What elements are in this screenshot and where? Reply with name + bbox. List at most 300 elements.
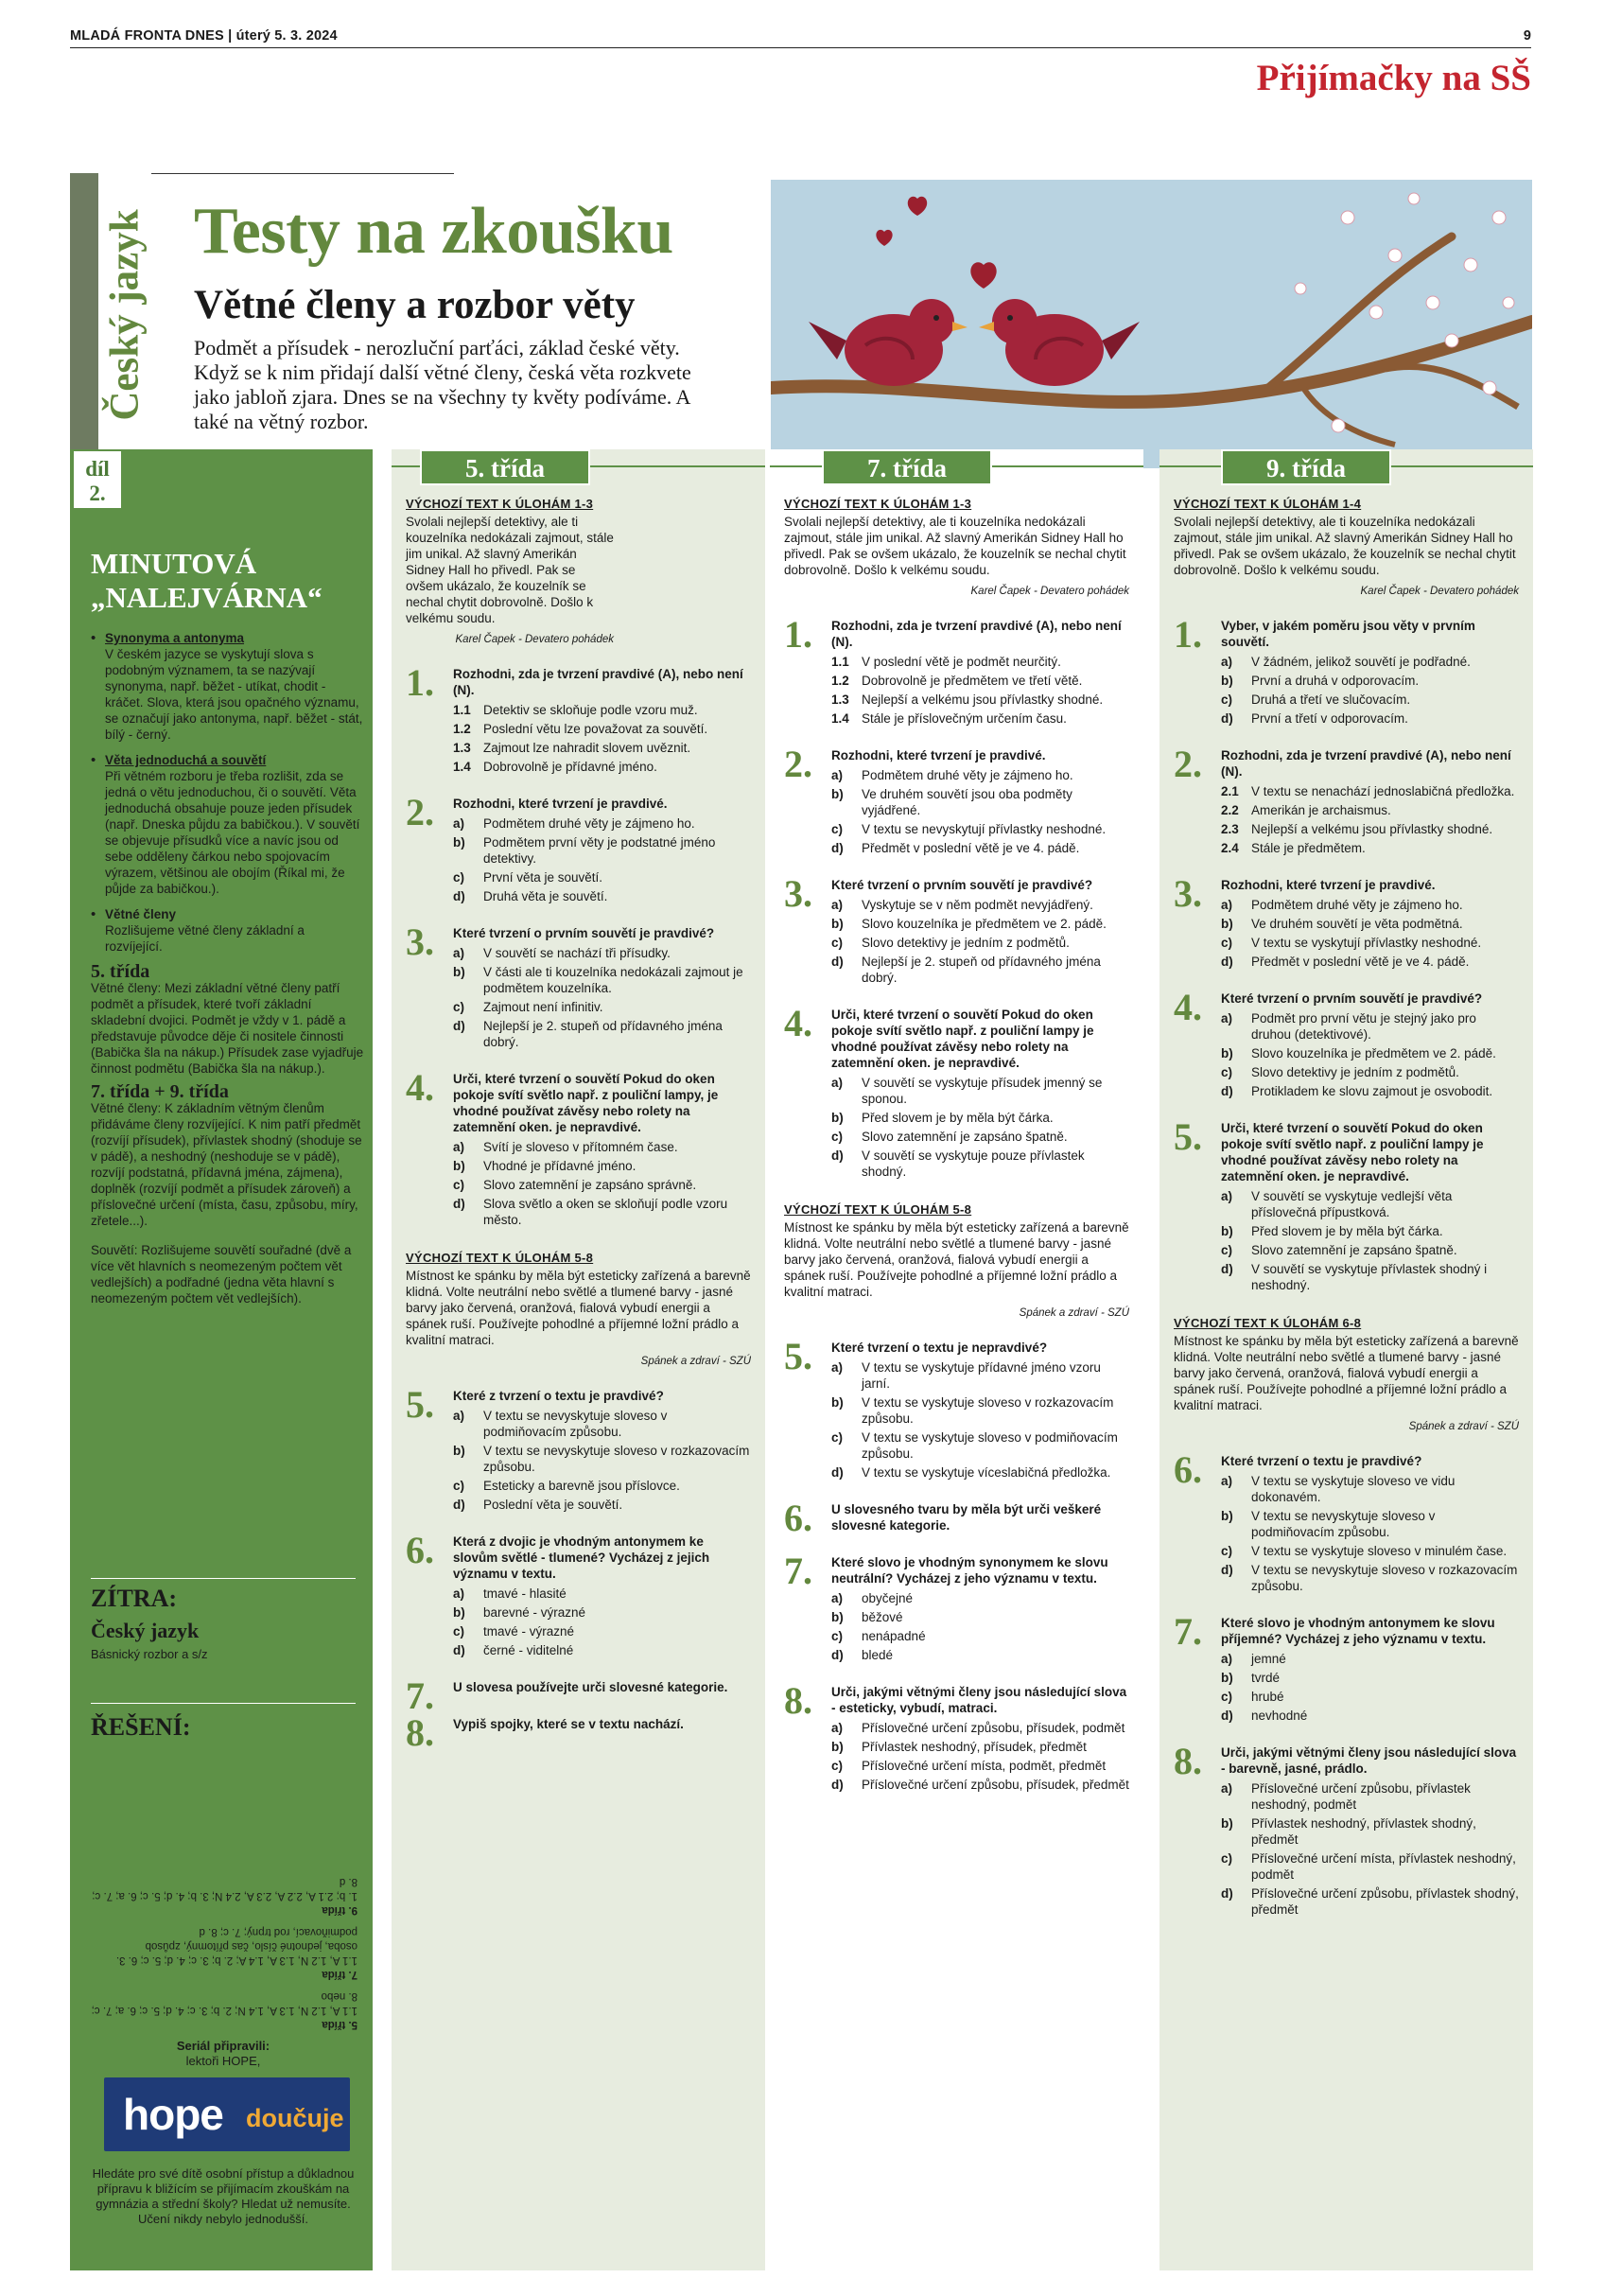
answer-option[interactable] <box>831 654 1129 670</box>
option-text: V textu se nevyskytuje sloveso v rozkazovacím způsobu. <box>1251 1563 1518 1593</box>
option-text: Podmět pro první větu je stejný jako pro druhou (detektivové). <box>1251 1011 1476 1042</box>
option-letter: d) <box>1221 1262 1233 1276</box>
answer-option[interactable] <box>453 1196 751 1228</box>
answer-option[interactable] <box>1221 1780 1519 1813</box>
option-text: Slovo detektivy je jedním z podmětů. <box>862 936 1070 950</box>
task-item <box>1174 613 1519 727</box>
task-number: 1. <box>784 613 812 656</box>
source-text: Svolali nejlepší detektivy, ale ti kouzelníka nedokázali zajmout, stále jim unikal. Až slavný Amerikán Sidney Hall ho přivedl. Pak se ovšem ukázalo, že kouzelník se nechal chytit dobrovolně. Došlo k velkému soudu. <box>784 515 1126 577</box>
task-item <box>406 1383 751 1513</box>
answer-option[interactable] <box>1221 954 1519 970</box>
option-text: Přívlastek neshodný, přísudek, předmět <box>862 1740 1087 1754</box>
source-text: Svolali nejlepší detektivy, ale ti kouzelníka nedokázali zajmout, stále jim unikal. Až slavný Amerikán Sidney Hall ho přivedl. Pak se ovšem ukázalo, že kouzelník se nechal chytit dobrovolně. Došlo k velkému soudu. <box>1174 515 1516 577</box>
task-list <box>1174 613 1519 1293</box>
answer-option[interactable] <box>831 1609 1129 1625</box>
source-text: Místnost ke spánku by měla být esteticky zařízená a barevně klidná. Volte neutrální nebo světlé a tlumené barvy - jasné barvy jako červená, oranžová, fialová vybudí energii a spánek ruší. Používejte pohodlné a příjemné ložní prádlo a kvalitní matraci. <box>784 1220 1129 1299</box>
answer-option[interactable] <box>831 897 1129 913</box>
option-text: Příslovečné určení způsobu, přívlastek neshodný, podmět <box>1251 1781 1471 1812</box>
bullet-text: Rozlišujeme větné členy základní a rozvíjející. <box>105 923 305 954</box>
option-letter: d) <box>1221 1886 1233 1901</box>
option-letter: c) <box>1221 1690 1233 1704</box>
option-letter: b) <box>831 1395 844 1410</box>
option-text: V textu se nevyskytují přívlastky neshodné. <box>862 822 1107 836</box>
page-number: 9 <box>1523 28 1531 44</box>
option-letter: b) <box>1221 1509 1233 1523</box>
option-text: V textu se nevyskytuje sloveso v podmiňovacím způsobu. <box>1251 1509 1436 1539</box>
answer-option[interactable] <box>453 702 751 718</box>
answer-option[interactable] <box>453 1177 751 1193</box>
option-text: Ve druhém souvětí jsou oba podměty vyjádřené. <box>862 787 1072 817</box>
option-letter: 1.3 <box>831 692 849 707</box>
option-letter: d) <box>831 1778 844 1792</box>
option-text: barevné - výrazné <box>483 1605 586 1620</box>
option-text: Nejlepší a velkému jsou přívlastky shodné. <box>1251 822 1493 836</box>
option-text: Stále je příslovečným určením času. <box>862 711 1067 726</box>
task-number: 6. <box>784 1497 812 1539</box>
page-subtitle: Větné členy a rozbor věty <box>194 283 636 327</box>
birds-illustration <box>771 180 1532 468</box>
option-letter: a) <box>1221 1781 1233 1796</box>
answer-option[interactable] <box>831 840 1129 856</box>
answer-option[interactable] <box>831 954 1129 986</box>
task-number: 1. <box>406 661 434 704</box>
answer-option[interactable] <box>831 1777 1129 1793</box>
answer-option[interactable] <box>1221 1508 1519 1540</box>
answer-option[interactable] <box>453 1497 751 1513</box>
option-text: Poslední větu lze považovat za souvětí. <box>483 722 708 736</box>
task-question: Rozhodni, které tvrzení je pravdivé. <box>1221 878 1436 892</box>
sidebar-bullet-list <box>91 630 365 955</box>
answer-option[interactable] <box>453 759 751 775</box>
hope-logo-word: hope <box>123 2090 223 2139</box>
answer-option[interactable] <box>453 815 751 832</box>
task-number: 4. <box>1174 986 1202 1028</box>
task-item <box>784 1550 1129 1663</box>
option-letter: b) <box>831 917 844 931</box>
option-text: Příslovečné určení místa, přívlastek neshodný, podmět <box>1251 1851 1516 1882</box>
option-letter: d) <box>1221 1084 1233 1098</box>
column-grade-5 <box>392 449 765 2270</box>
option-letter: c) <box>453 870 465 885</box>
answer-option[interactable] <box>1221 654 1519 670</box>
task-question: Rozhodni, zda je tvrzení pravdivé (A), nebo není (N). <box>1221 748 1511 779</box>
task-options <box>1221 1188 1519 1293</box>
grade5-heading: 5. třída <box>91 961 150 982</box>
option-text: nevhodné <box>1251 1709 1308 1723</box>
answer-option[interactable] <box>1221 1885 1519 1918</box>
task-list <box>406 1383 751 1754</box>
answer-option[interactable] <box>453 1586 751 1602</box>
page-title: Testy na zkoušku <box>194 195 673 268</box>
option-text: Předmět v poslední větě je ve 4. pádě. <box>862 841 1080 855</box>
option-letter: b) <box>831 1610 844 1624</box>
option-letter: a) <box>1221 655 1233 669</box>
answer-option[interactable] <box>1221 692 1519 708</box>
option-text: Svítí je sloveso v přítomném čase. <box>483 1140 678 1154</box>
answer-option[interactable] <box>453 1623 751 1639</box>
answer-option[interactable] <box>453 888 751 904</box>
answer-option[interactable] <box>453 1642 751 1658</box>
option-letter: a) <box>453 1140 465 1154</box>
answer-option[interactable] <box>831 935 1129 951</box>
answers-9-heading: 9. třída <box>322 1904 357 1916</box>
option-text: Podmětem druhé věty je zájmeno ho. <box>862 768 1073 782</box>
option-text: Slovo kouzelníka je předmětem ve 2. pádě. <box>862 917 1107 931</box>
answer-option[interactable] <box>831 1110 1129 1126</box>
task-item <box>406 1674 751 1717</box>
answer-option[interactable] <box>1221 1651 1519 1667</box>
answers-box <box>91 1703 356 1742</box>
task-question: Vypiš spojky, které se v textu nachází. <box>453 1717 684 1731</box>
option-letter: c) <box>831 1130 844 1144</box>
option-text: Druhá věta je souvětí. <box>483 889 608 903</box>
option-text: Druhá a třetí ve slučovacím. <box>1251 692 1411 707</box>
task-question: Které tvrzení o textu je pravdivé? <box>1221 1454 1422 1468</box>
option-letter: c) <box>831 822 844 836</box>
answer-option[interactable] <box>453 1604 751 1621</box>
part-word: díl <box>85 457 110 481</box>
column-tab: 9. třída <box>1221 449 1391 485</box>
task-item <box>784 1497 1129 1539</box>
answer-option[interactable] <box>453 1408 751 1440</box>
answer-option[interactable] <box>1221 1261 1519 1293</box>
answer-option[interactable] <box>1221 1242 1519 1258</box>
option-text: Před slovem je by měla být čárka. <box>862 1111 1054 1125</box>
answer-option[interactable] <box>1221 1815 1519 1848</box>
task-options <box>1221 783 1519 856</box>
answer-option[interactable] <box>831 1720 1129 1736</box>
answer-option[interactable] <box>1221 1473 1519 1505</box>
credits-line: Seriál připravili: <box>176 2039 270 2053</box>
answer-option[interactable] <box>453 740 751 756</box>
header-rule <box>151 173 454 174</box>
option-letter: a) <box>831 1591 844 1605</box>
task-number: 4. <box>784 1002 812 1044</box>
divider <box>91 1578 356 1579</box>
option-letter: 1.3 <box>453 741 471 755</box>
option-letter: c) <box>453 1624 465 1639</box>
column-grade-7 <box>770 449 1143 2270</box>
task-list <box>1174 1448 1519 1918</box>
task-question: Které z tvrzení o textu je pravdivé? <box>453 1389 664 1403</box>
task-question: U slovesa používejte urči slovesné kategorie. <box>453 1680 728 1694</box>
masthead-rule <box>70 47 1531 48</box>
option-letter: b) <box>1221 1671 1233 1685</box>
option-text: V textu se vyskytuje sloveso v podmiňovacím způsobu. <box>862 1430 1118 1461</box>
option-letter: d) <box>453 1643 465 1657</box>
answer-option[interactable] <box>831 1628 1129 1644</box>
answer-option[interactable] <box>831 767 1129 783</box>
option-letter: 2.3 <box>1221 822 1239 836</box>
option-text: bledé <box>862 1648 894 1662</box>
answer-option[interactable] <box>1221 1010 1519 1043</box>
option-text: Slovo zatemnění je zapsáno správně. <box>483 1178 697 1192</box>
option-text: V textu se vyskytuje sloveso ve vidu dokonavém. <box>1251 1474 1456 1504</box>
source-citation: Spánek a zdraví - SZÚ <box>640 1356 751 1367</box>
task-options <box>453 702 751 775</box>
answer-option[interactable] <box>1221 1850 1519 1883</box>
grade79-heading: 7. třída + 9. třída <box>91 1081 229 1102</box>
answer-option[interactable] <box>831 710 1129 727</box>
option-letter: b) <box>831 1111 844 1125</box>
answer-option[interactable] <box>831 916 1129 932</box>
task-options <box>1221 1010 1519 1099</box>
option-text: Nejlepší je 2. stupeň od přídavného jména dobrý. <box>862 955 1101 985</box>
option-letter: c) <box>831 1759 844 1773</box>
option-letter: 1.1 <box>453 703 471 717</box>
option-text: V souvětí se vyskytuje přísudek jmenný se sponou. <box>862 1076 1103 1106</box>
option-letter: 2.1 <box>1221 784 1239 798</box>
task-item <box>406 920 751 1050</box>
option-text: V textu se vyskytuje přídavné jméno vzoru jarní. <box>862 1360 1101 1391</box>
task-question: Rozhodni, zda je tvrzení pravdivé (A), nebo není (N). <box>831 619 1122 649</box>
answer-option[interactable] <box>1221 1223 1519 1239</box>
task-item <box>1174 1740 1519 1918</box>
answer-option[interactable] <box>1221 673 1519 689</box>
task-item <box>784 1002 1129 1180</box>
option-letter: d) <box>453 1498 465 1512</box>
bullet-vetne-cleny <box>91 906 365 955</box>
option-text: Nejlepší a velkému jsou přívlastky shodné. <box>862 692 1104 707</box>
answer-option[interactable] <box>1221 783 1519 799</box>
answer-option[interactable] <box>831 1758 1129 1774</box>
answer-option[interactable] <box>831 1590 1129 1606</box>
task-question: Které tvrzení o prvním souvětí je pravdivé? <box>831 878 1093 892</box>
answer-option[interactable] <box>1221 1064 1519 1080</box>
option-text: Příslovečné určení místa, podmět, předmět <box>862 1759 1107 1773</box>
answer-option[interactable] <box>453 999 751 1015</box>
answer-option[interactable] <box>1221 1188 1519 1220</box>
option-letter: c) <box>453 1178 465 1192</box>
option-letter: b) <box>1221 917 1233 931</box>
divider <box>91 1703 356 1704</box>
option-text: V souvětí se nachází tři přísudky. <box>483 946 671 960</box>
option-text: Amerikán je archaismus. <box>1251 803 1391 817</box>
task-number: 2. <box>406 791 434 833</box>
task-item <box>784 613 1129 727</box>
option-text: Zajmout lze nahradit slovem uvěznit. <box>483 741 691 755</box>
answers-title: ŘEŠENÍ: <box>91 1713 191 1741</box>
option-letter: 1.2 <box>453 722 471 736</box>
option-text: První a druhá v odporovacím. <box>1251 674 1420 688</box>
option-letter: d) <box>453 1197 465 1211</box>
sidebar-title <box>91 547 323 615</box>
answer-option[interactable] <box>831 1429 1129 1462</box>
task-options <box>831 1359 1129 1481</box>
answer-option[interactable] <box>1221 821 1519 837</box>
option-text: tmavé - hlasité <box>483 1586 567 1601</box>
option-letter: a) <box>831 1360 844 1375</box>
answer-option[interactable] <box>1221 1689 1519 1705</box>
task-options <box>831 767 1129 856</box>
answer-option[interactable] <box>831 1739 1129 1755</box>
task-item <box>1174 986 1519 1099</box>
task-question: Rozhodni, které tvrzení je pravdivé. <box>453 797 668 811</box>
task-number: 7. <box>406 1674 434 1717</box>
option-letter: c) <box>831 936 844 950</box>
answer-option[interactable] <box>1221 802 1519 818</box>
option-text: Slova světlo a oken se skloňují podle vzoru město. <box>483 1197 728 1227</box>
option-letter: 1.4 <box>831 711 849 726</box>
answer-option[interactable] <box>831 786 1129 818</box>
credits-line: lektoři HOPE, <box>185 2054 261 2068</box>
task-item <box>1174 1610 1519 1724</box>
answer-option[interactable] <box>453 869 751 885</box>
subject-tab <box>70 173 150 457</box>
option-text: Slovo zatemnění je zapsáno špatně. <box>862 1130 1068 1144</box>
option-text: Předmět v poslední větě je ve 4. pádě. <box>1251 955 1470 969</box>
answers-upside-down <box>91 1752 357 2031</box>
answer-option[interactable] <box>453 1139 751 1155</box>
option-letter: b) <box>453 1444 465 1458</box>
option-text: běžové <box>862 1610 903 1624</box>
task-question: Které slovo je vhodným antonymem ke slovu příjemné? Vycházej z jeho významu v textu. <box>1221 1616 1495 1646</box>
answer-option[interactable] <box>831 1464 1129 1481</box>
task-list <box>784 613 1129 1180</box>
answer-option[interactable] <box>1221 1670 1519 1686</box>
column-body <box>1174 497 1519 1920</box>
task-question: Které tvrzení o prvním souvětí je pravdivé? <box>1221 991 1483 1006</box>
answer-option[interactable] <box>1221 916 1519 932</box>
sidebar-title-line1: MINUTOVÁ <box>91 547 257 580</box>
bullet-text: V českém jazyce se vyskytují slova s podobným významem, ta se nazývají synonyma, např. běžet - utíkat, chodit - kráčet. Slova, která jsou opačného významu, se označují jako antonyma, např. běžet - stát, bílý - černý. <box>105 647 363 742</box>
task-question: Které tvrzení o prvním souvětí je pravdivé? <box>453 926 715 940</box>
answer-option[interactable] <box>1221 840 1519 856</box>
option-letter: c) <box>453 1000 465 1014</box>
answer-option[interactable] <box>831 1148 1129 1180</box>
source-citation: Karel Čapek - Devatero pohádek <box>970 586 1129 597</box>
task-item <box>406 791 751 904</box>
tomorrow-box <box>91 1578 356 1661</box>
answer-option[interactable] <box>1221 1543 1519 1559</box>
option-text: V části ale ti kouzelníka nedokázali zajmout je podmětem kouzelníka. <box>483 965 743 995</box>
option-text: Příslovečné určení způsobu, přívlastek shodný, předmět <box>1251 1886 1519 1917</box>
tomorrow-topic: Básnický rozbor a s/z <box>91 1647 208 1661</box>
option-letter: a) <box>453 816 465 831</box>
option-letter: b) <box>453 1159 465 1173</box>
option-text: Přívlastek neshodný, přívlastek shodný, předmět <box>1251 1816 1476 1847</box>
task-number: 4. <box>406 1066 434 1109</box>
source-text-heading: VÝCHOZÍ TEXT K ÚLOHÁM 5-8 <box>406 1251 594 1265</box>
answer-option[interactable] <box>453 945 751 961</box>
answer-option[interactable] <box>831 821 1129 837</box>
bullet-veta <box>91 752 365 897</box>
option-text: V textu se vyskytuje sloveso v rozkazovacím způsobu. <box>862 1395 1114 1426</box>
answer-option[interactable] <box>831 692 1129 708</box>
part-number <box>74 451 121 508</box>
task-question: Urči, které tvrzení o souvětí Pokud do oken pokoje svítí světlo např. z pouliční lampy, je vhodné používat závěsy nebo rolety na zatemnění oken. je nepravdivé. <box>453 1072 719 1134</box>
bullet-head: Věta jednoduchá a souvětí <box>105 753 267 767</box>
task-number: 8. <box>406 1711 434 1754</box>
answer-option[interactable] <box>831 1394 1129 1427</box>
answer-option[interactable] <box>1221 1562 1519 1594</box>
answer-option[interactable] <box>831 1075 1129 1107</box>
answer-option[interactable] <box>453 834 751 867</box>
option-letter: c) <box>453 1479 465 1493</box>
option-letter: c) <box>1221 1544 1233 1558</box>
option-letter: a) <box>1221 898 1233 912</box>
task-item <box>1174 1115 1519 1293</box>
answer-option[interactable] <box>453 964 751 996</box>
bullet-text: Při větném rozboru je třeba rozlišit, zda se jedná o větu jednoduchou, či o souvětí. Věta jednoduchá obsahuje pouze jeden přísudek (např. Dneska půjdu za babičkou.). V souvětí se objevuje přísudků více a navíc jsou od sebe odděleny čárkou nebo spojovacím výrazem, většinou ale obojím (Říkal mi, že půjde za babičkou.). <box>105 769 360 896</box>
option-text: V souvětí se vyskytuje přívlastek shodný i neshodný. <box>1251 1262 1488 1292</box>
answer-option[interactable] <box>1221 1083 1519 1099</box>
option-letter: b) <box>1221 1224 1233 1238</box>
option-letter: d) <box>1221 1709 1233 1723</box>
task-question: Vyber, v jakém poměru jsou věty v prvním souvětí. <box>1221 619 1475 649</box>
task-options <box>1221 654 1519 727</box>
task-question: Která z dvojic je vhodným antonymem ke slovům světlé - tlumené? Vycházej z jejich významu v textu. <box>453 1534 710 1581</box>
lead-paragraph: Podmět a přísudek - nerozluční parťáci, základ české věty. Když se k nim přidají další větné členy, česká věta rozkvete jako jabloň zjara. Dnes se na všechny ty květy podíváme. A také na větný rozbor. <box>194 336 691 433</box>
answer-option[interactable] <box>453 1158 751 1174</box>
answers-5-heading: 5. třída <box>322 2019 357 2030</box>
option-letter: b) <box>1221 674 1233 688</box>
task-options <box>831 1720 1129 1793</box>
option-text: V souvětí se vyskytuje pouze přívlastek shodný. <box>862 1148 1085 1179</box>
option-text: První věta je souvětí. <box>483 870 603 885</box>
option-letter: b) <box>1221 1816 1233 1831</box>
option-text: černé - viditelné <box>483 1643 574 1657</box>
task-options <box>831 654 1129 727</box>
answers-7: 1.1 A, 1.2 N, 1.3 A, 1.4 A; 2. b; 3. c; 4. d; 5. c; 6. 3. osoba, jednotné číslo, čas přítomný, způsob podmiňovací, rod trpný; 7. c; 8. d <box>115 1926 357 1966</box>
task-number: 2. <box>1174 743 1202 785</box>
answer-option[interactable] <box>1221 1708 1519 1724</box>
option-text: Vyskytuje se v něm podmět nevyjádřený. <box>862 898 1093 912</box>
column-grade-9 <box>1159 449 1533 2270</box>
task-number: 8. <box>784 1679 812 1722</box>
option-letter: c) <box>1221 1243 1233 1257</box>
option-text: V textu se nevyskytuje sloveso v podmiňovacím způsobu. <box>483 1409 668 1439</box>
answer-option[interactable] <box>453 1478 751 1494</box>
option-letter: c) <box>831 1629 844 1643</box>
option-text: Slovo zatemnění je zapsáno špatně. <box>1251 1243 1457 1257</box>
hope-logo[interactable] <box>104 2077 350 2151</box>
credits <box>91 2039 356 2069</box>
answer-option[interactable] <box>453 721 751 737</box>
bullet-head: Synonyma a antonyma <box>105 631 245 645</box>
option-letter: a) <box>1221 1189 1233 1203</box>
option-text: Ve druhém souvětí je věta podmětná. <box>1251 917 1463 931</box>
task-item <box>784 743 1129 856</box>
answer-option[interactable] <box>1221 710 1519 727</box>
source-citation: Karel Čapek - Devatero pohádek <box>1360 586 1519 597</box>
option-text: Podmětem druhé věty je zájmeno ho. <box>1251 898 1463 912</box>
option-letter: a) <box>453 1586 465 1601</box>
hope-logo-tagline: doučuje <box>246 2104 344 2132</box>
answer-option[interactable] <box>453 1443 751 1475</box>
option-letter: a) <box>1221 1011 1233 1025</box>
option-text: Příslovečné určení způsobu, přísudek, předmět <box>862 1778 1129 1792</box>
answer-option[interactable] <box>831 1647 1129 1663</box>
source-text: Místnost ke spánku by měla být esteticky zařízená a barevně klidná. Volte neutrální nebo světlé a tlumené barvy - jasné barvy jako červená, oranžová, fialová vybudí energii a spánek ruší. Používejte pohodlné a příjemné ložní prádlo a kvalitní matraci. <box>406 1269 751 1347</box>
answer-option[interactable] <box>1221 1045 1519 1061</box>
task-question: Které slovo je vhodným synonymem ke slovu neutrální? Vycházej z jeho významu v textu. <box>831 1555 1108 1586</box>
task-item <box>406 1066 751 1228</box>
task-question: Urči, jakými větnými členy jsou následující slova - esteticky, vybudí, matraci. <box>831 1685 1127 1715</box>
task-question: Urči, které tvrzení o souvětí Pokud do oken pokoje svítí světlo např. z pouliční lampy je vhodné používat závěsy nebo rolety na zatemnění oken. je nepravdivé. <box>831 1008 1094 1070</box>
source-text: Svolali nejlepší detektivy, ale ti kouzelníka nedokázali zajmout, stále jim unikal. Až slavný Amerikán Sidney Hall ho přivedl. Pak se ovšem ukázalo, že kouzelník se nechal chytit dobrovolně. Došlo k velkému soudu. <box>406 515 614 625</box>
answer-option[interactable] <box>831 1359 1129 1392</box>
option-text: V textu se nevyskytuje sloveso v rozkazovacím způsobu. <box>483 1444 750 1474</box>
task-number: 5. <box>1174 1115 1202 1158</box>
answer-option[interactable] <box>1221 935 1519 951</box>
answer-option[interactable] <box>831 673 1129 689</box>
answer-option[interactable] <box>831 1129 1129 1145</box>
answer-option[interactable] <box>1221 897 1519 913</box>
answer-option[interactable] <box>453 1018 751 1050</box>
answers-9: 1. b; 2.1 A, 2.2 A, 2.3 A, 2.4 N; 3. b; 4. d; 5. c; 6. a; 7. c; 8. d <box>92 1876 357 1902</box>
task-options <box>831 1075 1129 1180</box>
